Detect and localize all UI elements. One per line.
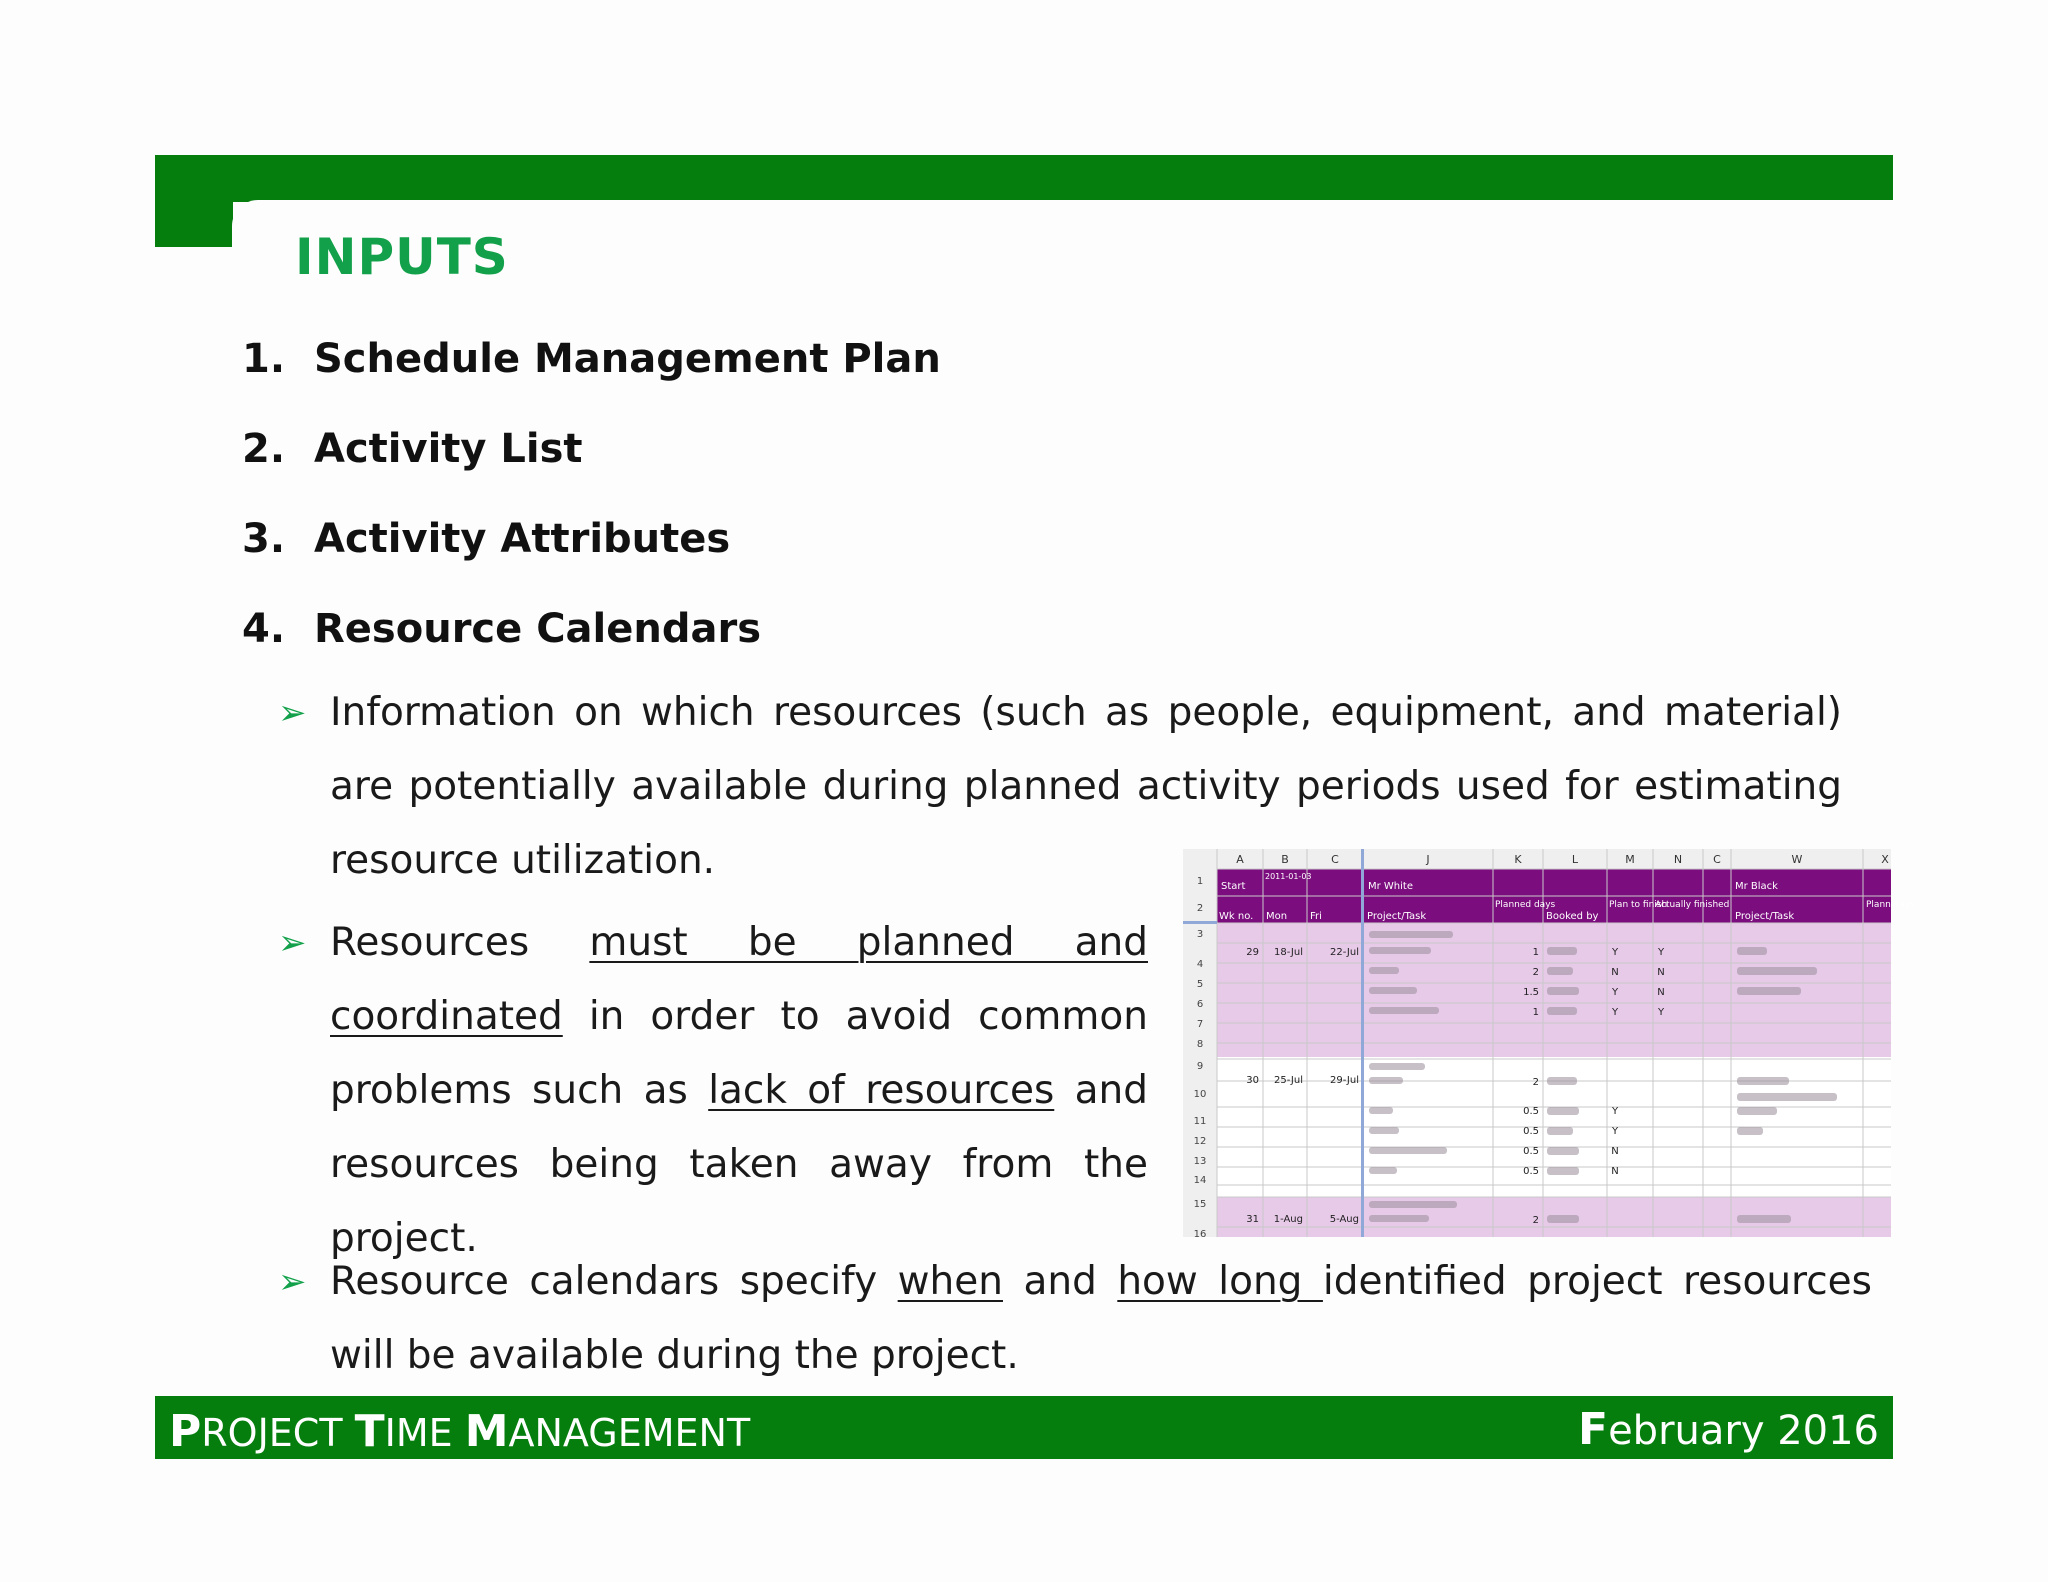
bullet-text (330, 906, 1148, 1276)
week-friday: 22-Jul (1330, 947, 1359, 958)
header-task-2: Project/Task (1735, 911, 1795, 922)
footer-cap: P (169, 1406, 202, 1457)
col-header: X (1881, 853, 1889, 866)
col-header: B (1281, 853, 1289, 866)
plan-to-finish-cell: N (1611, 1146, 1619, 1157)
planned-days-cell: 2 (1532, 1077, 1539, 1088)
row-number: 7 (1196, 1019, 1204, 1030)
list-label: Activity List (314, 426, 583, 472)
arrow-bullet-icon: ➢ (278, 1262, 307, 1302)
list-label: Schedule Management Plan (314, 336, 941, 382)
row-number: 5 (1196, 979, 1204, 990)
week-friday: 29-Jul (1330, 1075, 1359, 1086)
header-mon: Mon (1266, 911, 1288, 922)
underlined-text: when (897, 1259, 1003, 1304)
underlined-text: must be planned and coordinated (330, 920, 1148, 1039)
footer-date (1578, 1404, 1879, 1455)
col-header: C (1713, 853, 1721, 866)
text-span: identified project resources will be available during the project. (330, 1259, 1872, 1378)
footer-text: ANAGEMENT (508, 1411, 751, 1455)
plan-to-finish-cell: N (1611, 967, 1619, 978)
resource-calendar-spreadsheet (1183, 849, 1915, 1240)
row-number: 10 (1193, 1089, 1207, 1100)
list-number: 1. (242, 336, 286, 382)
actually-finished-cell: Y (1657, 1007, 1665, 1018)
header-band-tab (155, 200, 233, 247)
row-number: 15 (1193, 1199, 1207, 1210)
planned-days-cell: 2 (1532, 1215, 1539, 1226)
col-header: W (1791, 853, 1803, 866)
plan-to-finish-cell: Y (1611, 947, 1619, 958)
header-fri: Fri (1310, 911, 1322, 922)
footer-course-title (169, 1406, 750, 1457)
col-header: J (1426, 853, 1430, 866)
header-booked: Booked by (1546, 911, 1599, 922)
header-planned: Planned days (1495, 900, 1556, 910)
header-date: 2011-01-03 (1265, 872, 1312, 881)
week-number: 30 (1246, 1075, 1259, 1086)
week-number: 29 (1246, 947, 1259, 958)
list-item (242, 336, 941, 382)
row-number: 12 (1193, 1136, 1207, 1147)
list-item (242, 516, 730, 562)
planned-days-cell: 2 (1532, 967, 1539, 978)
plan-to-finish-cell: Y (1611, 1007, 1619, 1018)
header-start: Start (1221, 881, 1246, 892)
list-number: 3. (242, 516, 286, 562)
planned-days-cell: 0.5 (1523, 1146, 1539, 1157)
row-number: 8 (1196, 1039, 1204, 1050)
row-number: 1 (1196, 876, 1204, 887)
footer-cap: M (464, 1406, 509, 1457)
col-header: N (1673, 853, 1683, 866)
header-planned-2: Plann days (1866, 900, 1915, 910)
week-friday: 5-Aug (1329, 1214, 1359, 1225)
header-mr-white: Mr White (1368, 881, 1413, 892)
footer-cap: T (354, 1406, 385, 1457)
bullet-text: Information on which resources (such as people, equipment, and material) are potentially available during planned activity periods used for estimating resource utilization. (330, 690, 1842, 883)
arrow-bullet-icon: ➢ (278, 693, 307, 733)
footer-text: IME (384, 1411, 465, 1455)
plan-to-finish-cell: Y (1611, 1126, 1619, 1137)
header-task: Project/Task (1367, 911, 1427, 922)
list-item (242, 426, 583, 472)
header-wk: Wk no. (1219, 911, 1254, 922)
row-number: 2 (1196, 903, 1204, 914)
arrow-bullet-icon: ➢ (278, 923, 307, 963)
week-monday: 18-Jul (1274, 947, 1303, 958)
actually-finished-cell: N (1657, 987, 1665, 998)
header-band (155, 155, 1893, 202)
text-span: in order to avoid common problems such as (330, 994, 1148, 1113)
footer-bar (155, 1396, 1893, 1459)
row-number: 3 (1196, 929, 1204, 940)
col-header: M (1625, 853, 1635, 866)
text-span: and resources being taken away from the project. (330, 1068, 1148, 1261)
planned-days-cell: 0.5 (1523, 1166, 1539, 1177)
footer-cap: F (1578, 1404, 1609, 1455)
text-span: Resources (330, 920, 590, 965)
col-header: C (1331, 853, 1339, 866)
row-number: 6 (1196, 999, 1204, 1010)
col-header: A (1236, 853, 1244, 866)
planned-days-cell: 0.5 (1523, 1106, 1539, 1117)
plan-to-finish-cell: Y (1611, 1106, 1619, 1117)
header-plan-finish: Plan to finish (1609, 900, 1668, 910)
list-label: Resource Calendars (314, 606, 762, 652)
row-number: 11 (1193, 1116, 1207, 1127)
list-label: Activity Attributes (314, 516, 731, 562)
underlined-text: how long (1117, 1259, 1323, 1304)
actually-finished-cell: Y (1657, 947, 1665, 958)
week-monday: 1-Aug (1273, 1214, 1303, 1225)
row-number: 4 (1196, 959, 1204, 970)
header-mr-black: Mr Black (1735, 881, 1778, 892)
week-monday: 25-Jul (1274, 1075, 1303, 1086)
header-actual: Actually finished (1655, 900, 1730, 910)
row-number: 16 (1193, 1229, 1207, 1240)
planned-days-cell: 1.5 (1523, 987, 1539, 998)
footer-text: ROJECT (201, 1411, 355, 1455)
list-item (242, 606, 761, 652)
actually-finished-cell: N (1657, 967, 1665, 978)
planned-days-cell: 0.5 (1523, 1126, 1539, 1137)
list-number: 4. (242, 606, 286, 652)
planned-days-cell: 1 (1532, 1007, 1539, 1018)
col-header: K (1514, 853, 1522, 866)
plan-to-finish-cell: Y (1611, 987, 1619, 998)
plan-to-finish-cell: N (1611, 1166, 1619, 1177)
col-header: L (1571, 853, 1579, 866)
row-number: 9 (1196, 1061, 1204, 1072)
row-number: 14 (1193, 1175, 1207, 1186)
week-number: 31 (1246, 1214, 1259, 1225)
footer-text: ebruary 2016 (1608, 1408, 1879, 1454)
text-span: and (1002, 1259, 1118, 1304)
slide-title: INPUTS (295, 228, 509, 286)
underlined-text: lack of resources (708, 1068, 1055, 1113)
list-number: 2. (242, 426, 286, 472)
text-span: Resource calendars specify (330, 1259, 898, 1304)
planned-days-cell: 1 (1532, 947, 1539, 958)
row-number: 13 (1193, 1156, 1207, 1167)
bullet-text (330, 1245, 1872, 1393)
